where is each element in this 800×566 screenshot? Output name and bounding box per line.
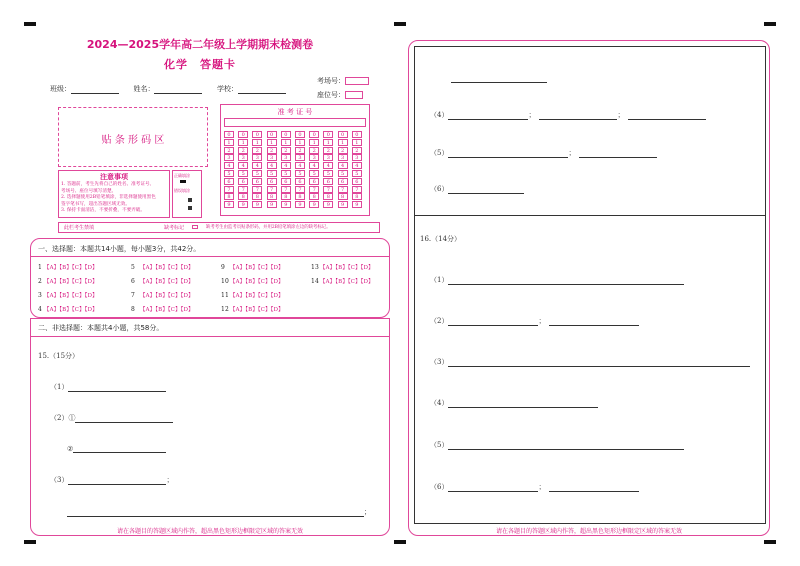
exam-number-bubble[interactable]: 1 xyxy=(338,139,348,146)
exam-number-bubble[interactable]: 0 xyxy=(323,131,333,138)
filled-bubble-icon xyxy=(180,180,186,183)
q16-part6-field-b[interactable] xyxy=(549,483,639,492)
mc-question[interactable] xyxy=(38,263,98,271)
mc-number: 10 xyxy=(221,278,230,285)
mc-question[interactable] xyxy=(221,263,284,271)
q15-part3-field[interactable] xyxy=(68,476,166,485)
semicolon: ； xyxy=(538,317,546,325)
exam-number-bubble[interactable]: 9 xyxy=(352,201,362,208)
exam-number-bubble[interactable]: 2 xyxy=(323,147,333,154)
exam-number-bubble[interactable]: 0 xyxy=(281,131,291,138)
q15-part5-field-b[interactable] xyxy=(579,149,657,158)
mc-number: 9 xyxy=(221,264,226,271)
exam-number-column xyxy=(295,131,306,209)
mc-options[interactable]: 【A】【B】【C】【D】 xyxy=(140,265,194,271)
mc-number: 12 xyxy=(221,306,230,313)
section2-heading: 二、非选择题：本题共4小题，共58分。 xyxy=(38,324,164,332)
mc-question[interactable] xyxy=(131,305,194,313)
q16-part2 xyxy=(430,316,639,326)
exam-number-bubble[interactable]: 7 xyxy=(352,186,362,193)
absent-mark-box[interactable] xyxy=(192,225,198,229)
exam-number-bubble[interactable]: 5 xyxy=(238,170,248,177)
exam-number-column xyxy=(267,131,278,209)
q15-part2-label: （2）① xyxy=(50,414,76,422)
exam-number-write-row[interactable] xyxy=(224,118,366,127)
exam-number-bubble[interactable]: 5 xyxy=(281,170,291,177)
exam-number-bubble[interactable]: 7 xyxy=(309,186,319,193)
exam-number-bubble[interactable]: 8 xyxy=(238,193,248,200)
exam-number-column xyxy=(281,131,292,209)
mc-options[interactable]: 【A】【B】【C】【D】 xyxy=(320,265,374,271)
q15-part6-label: （6） xyxy=(430,185,449,193)
q16-part1 xyxy=(430,275,684,285)
exam-number-bubble[interactable]: 7 xyxy=(281,186,291,193)
exam-number-bubble[interactable]: 4 xyxy=(323,162,333,169)
q15-part3-semicolon-2: ； xyxy=(364,508,371,516)
exam-number-bubble[interactable]: 6 xyxy=(295,178,305,185)
exam-number-bubble[interactable]: 9 xyxy=(338,201,348,208)
mc-number: 14 xyxy=(311,278,320,285)
q15-label: 15.（15分） xyxy=(38,352,80,360)
q16-part4-label: （4） xyxy=(430,399,449,407)
q15-cont-line xyxy=(451,74,547,83)
mc-question[interactable] xyxy=(131,263,194,271)
exam-number-bubble[interactable]: 3 xyxy=(252,154,262,161)
mc-question[interactable] xyxy=(38,291,98,299)
exam-number-bubble[interactable]: 1 xyxy=(323,139,333,146)
exam-number-bubble[interactable]: 6 xyxy=(323,178,333,185)
exam-number-column xyxy=(338,131,349,209)
exam-number-bubble[interactable]: 0 xyxy=(338,131,348,138)
q16-part5-field[interactable] xyxy=(448,441,684,450)
q16-part3-field[interactable] xyxy=(448,358,750,367)
exam-number-bubble[interactable]: 3 xyxy=(281,154,291,161)
mc-options[interactable]: 【A】【B】【C】【D】 xyxy=(140,293,194,299)
q15-part4-label: （4） xyxy=(430,111,449,119)
exam-number-bubble[interactable]: 2 xyxy=(267,147,277,154)
mc-number: 13 xyxy=(311,264,320,271)
semicolon: ； xyxy=(528,111,536,119)
name-label: 姓名： xyxy=(133,85,155,93)
q16-part1-label: （1） xyxy=(430,276,449,284)
mc-options[interactable]: 【A】【B】【C】【D】 xyxy=(230,279,284,285)
exam-number-bubble[interactable]: 1 xyxy=(309,139,319,146)
mc-options[interactable]: 【A】【B】【C】【D】 xyxy=(140,279,194,285)
exam-number-bubble[interactable]: 1 xyxy=(252,139,262,146)
q15-part5-label: （5） xyxy=(430,149,449,157)
class-field[interactable] xyxy=(71,85,119,94)
alignment-mark xyxy=(24,540,36,544)
mc-options[interactable]: 【A】【B】【C】【D】 xyxy=(230,293,284,299)
mc-number: 7 xyxy=(131,292,136,299)
notes-body xyxy=(61,182,171,215)
semicolon: ； xyxy=(538,483,546,491)
exam-number-bubble[interactable]: 5 xyxy=(323,170,333,177)
footer-note-left: 请在各题目的答题区域内作答，超出黑色矩形边框限定区域的答案无效 xyxy=(116,528,303,535)
exam-number-bubble[interactable]: 3 xyxy=(352,154,362,161)
exam-number-bubble[interactable]: 8 xyxy=(295,193,305,200)
q16-part2-field-a[interactable] xyxy=(448,317,538,326)
mc-question[interactable] xyxy=(311,263,374,271)
note-line: 签字笔书写，超出答题区域无效。 xyxy=(61,201,130,207)
exam-number-bubble[interactable]: 6 xyxy=(352,178,362,185)
exam-number-bubble[interactable]: 9 xyxy=(323,201,333,208)
exam-number-label: 准 考 证 号 xyxy=(277,108,313,116)
mc-options[interactable]: 【A】【B】【C】【D】 xyxy=(44,307,98,313)
exam-number-column xyxy=(238,131,249,209)
section1-divider xyxy=(30,256,390,257)
exam-number-bubble[interactable]: 0 xyxy=(352,131,362,138)
q15-part3-line2 xyxy=(67,507,371,517)
right-inner-bottom xyxy=(414,216,766,524)
exam-number-bubble[interactable]: 0 xyxy=(238,131,248,138)
exam-number-bubble[interactable]: 8 xyxy=(309,193,319,200)
exam-number-bubble[interactable]: 0 xyxy=(224,131,234,138)
page-title: 2024—2025学年高二年级上学期期末检测卷 xyxy=(86,38,314,51)
exam-number-bubble[interactable]: 7 xyxy=(238,186,248,193)
exam-number-bubble[interactable]: 0 xyxy=(309,131,319,138)
exam-room-field[interactable] xyxy=(317,76,369,86)
exam-number-bubble[interactable]: 8 xyxy=(281,193,291,200)
exam-number-bubble[interactable]: 8 xyxy=(352,193,362,200)
exam-number-bubble[interactable]: 2 xyxy=(224,147,234,154)
mc-question[interactable] xyxy=(131,277,194,285)
exam-number-bubble[interactable]: 7 xyxy=(252,186,262,193)
exam-number-bubble[interactable]: 2 xyxy=(238,147,248,154)
exam-number-bubble[interactable]: 1 xyxy=(267,139,277,146)
exam-number-bubble[interactable]: 6 xyxy=(224,178,234,185)
mc-options[interactable]: 【A】【B】【C】【D】 xyxy=(44,265,98,271)
alignment-mark xyxy=(24,22,36,26)
exam-number-bubble[interactable]: 5 xyxy=(224,170,234,177)
absent-note: 缺考考生由监考员贴条形码，并用2B铅笔填涂左边的缺考标记。 xyxy=(206,225,331,230)
exam-number-bubble[interactable]: 5 xyxy=(267,170,277,177)
fill-example-correct: 正确填涂 xyxy=(174,173,190,178)
alignment-mark xyxy=(394,22,406,26)
exam-number-bubble[interactable]: 4 xyxy=(252,162,262,169)
q15-part3-field-2[interactable] xyxy=(67,508,364,517)
note-line: 考场号、座位号填写清楚。 xyxy=(61,188,117,194)
alignment-mark xyxy=(764,22,776,26)
q15-part4-field-a[interactable] xyxy=(448,111,528,120)
note-line: 2. 选择题使用2B铅笔填涂，非选择题使用黑色 xyxy=(61,195,156,200)
exam-number-bubble[interactable]: 4 xyxy=(267,162,277,169)
mc-number: 1 xyxy=(38,264,43,271)
note-line: 3. 保持卡面清洁，不要折叠，不要弄破。 xyxy=(61,208,145,213)
exam-number-column xyxy=(352,131,363,209)
school-label: 学校： xyxy=(216,85,238,93)
exam-number-column xyxy=(252,131,263,209)
q15-part4-field-c[interactable] xyxy=(628,111,706,120)
seat-field[interactable] xyxy=(317,90,363,100)
exam-number-bubble[interactable]: 9 xyxy=(238,201,248,208)
mc-options[interactable]: 【A】【B】【C】【D】 xyxy=(44,293,98,299)
exam-number-column xyxy=(224,131,235,209)
alignment-mark xyxy=(764,540,776,544)
exam-number-bubble[interactable]: 9 xyxy=(309,201,319,208)
q15-part2 xyxy=(50,413,173,423)
exam-number-bubble[interactable]: 6 xyxy=(252,178,262,185)
exam-number-bubble[interactable]: 4 xyxy=(309,162,319,169)
exam-number-bubble[interactable]: 8 xyxy=(338,193,348,200)
exam-number-bubble[interactable]: 5 xyxy=(252,170,262,177)
q15-part2b xyxy=(67,444,166,453)
q16-part1-field[interactable] xyxy=(448,276,684,285)
exam-number-bubble[interactable]: 1 xyxy=(238,139,248,146)
wrong-bubble-icon xyxy=(188,206,192,210)
exam-number-bubble[interactable]: 5 xyxy=(295,170,305,177)
mc-options[interactable]: 【A】【B】【C】【D】 xyxy=(230,265,284,271)
section2-divider xyxy=(30,336,390,337)
footer-note-right: 请在各题目的答题区域内作答，超出黑色矩形边框限定区域的答案无效 xyxy=(495,528,682,535)
mc-number: 4 xyxy=(38,306,43,313)
exam-number-column xyxy=(309,131,320,209)
q15-part5 xyxy=(430,148,657,158)
exam-room-boxes xyxy=(345,77,369,85)
exam-number-bubble[interactable]: 7 xyxy=(295,186,305,193)
student-info-row xyxy=(50,84,286,94)
section2-box xyxy=(30,318,390,536)
q15-part1-label: （1） xyxy=(50,383,69,391)
exam-number-bubble[interactable]: 8 xyxy=(323,193,333,200)
name-field[interactable] xyxy=(154,85,202,94)
exam-number-column xyxy=(323,131,334,209)
q15-part4 xyxy=(430,110,706,120)
q15-part2-field[interactable] xyxy=(75,414,173,423)
exam-number-bubble[interactable]: 9 xyxy=(295,201,305,208)
mc-options[interactable]: 【A】【B】【C】【D】 xyxy=(230,307,284,313)
mc-number: 6 xyxy=(131,278,136,285)
mc-number: 3 xyxy=(38,292,43,299)
wrong-bubble-icon xyxy=(188,198,192,202)
exam-number-bubble[interactable]: 9 xyxy=(281,201,291,208)
mc-question[interactable] xyxy=(221,291,284,299)
q16-part6-field-a[interactable] xyxy=(448,483,538,492)
seat-boxes xyxy=(345,91,363,99)
exam-number-bubble[interactable]: 3 xyxy=(338,154,348,161)
mc-question[interactable] xyxy=(38,305,98,313)
q16-part6 xyxy=(430,482,639,492)
exam-number-bubble[interactable]: 9 xyxy=(224,201,234,208)
mc-question[interactable] xyxy=(311,277,374,285)
exam-number-bubble[interactable]: 5 xyxy=(338,170,348,177)
q16-label: 16.（14分） xyxy=(420,235,462,243)
exam-number-bubble[interactable]: 3 xyxy=(309,154,319,161)
q16-part4-field[interactable] xyxy=(448,399,598,408)
exam-number-bubble[interactable]: 6 xyxy=(338,178,348,185)
q15-part3-label: （3） xyxy=(50,476,69,484)
q15-part2b-label: ② xyxy=(67,445,74,453)
mc-question[interactable] xyxy=(38,277,98,285)
exam-number-bubble[interactable]: 3 xyxy=(295,154,305,161)
q15-part4-field-b[interactable] xyxy=(539,111,617,120)
exam-number-bubble[interactable]: 5 xyxy=(352,170,362,177)
exam-number-bubble[interactable]: 4 xyxy=(295,162,305,169)
mc-options[interactable]: 【A】【B】【C】【D】 xyxy=(320,279,374,285)
exam-number-bubble[interactable]: 6 xyxy=(309,178,319,185)
exam-number-bubble[interactable]: 2 xyxy=(352,147,362,154)
exam-number-bubble[interactable]: 3 xyxy=(323,154,333,161)
note-line: 1. 答题前，考生先将自己的姓名、准考证号、 xyxy=(61,182,155,187)
mc-number: 5 xyxy=(131,264,136,271)
q16-part3 xyxy=(430,357,750,367)
exam-number-bubble[interactable]: 0 xyxy=(267,131,277,138)
exam-room-label: 考场号： xyxy=(317,77,345,85)
q16-part6-label: （6） xyxy=(430,483,449,491)
mc-number: 8 xyxy=(131,306,136,313)
seat-label: 座位号： xyxy=(317,91,345,99)
exam-number-bubble[interactable]: 3 xyxy=(267,154,277,161)
mc-number: 11 xyxy=(221,292,230,299)
exam-number-bubble[interactable]: 4 xyxy=(224,162,234,169)
exam-number-bubble[interactable]: 7 xyxy=(323,186,333,193)
exam-number-bubble[interactable]: 4 xyxy=(338,162,348,169)
absent-label: 此栏考生禁填 xyxy=(64,225,95,231)
exam-number-bubble[interactable]: 6 xyxy=(238,178,248,185)
mc-question[interactable] xyxy=(221,277,284,285)
exam-number-bubble[interactable]: 4 xyxy=(352,162,362,169)
class-label: 班级： xyxy=(50,85,71,93)
semicolon: ； xyxy=(617,111,625,119)
barcode-label: 贴 条 形 码 区 xyxy=(101,135,165,146)
exam-number-bubble[interactable]: 1 xyxy=(295,139,305,146)
school-field[interactable] xyxy=(238,85,286,94)
q15-part2b-field[interactable] xyxy=(73,444,166,453)
exam-number-bubble[interactable]: 2 xyxy=(338,147,348,154)
alignment-mark xyxy=(394,540,406,544)
q15-part5-field-a[interactable] xyxy=(448,149,568,158)
q15-part6 xyxy=(430,184,524,194)
page-subtitle: 化学 答题卡 xyxy=(164,58,236,71)
mc-options[interactable]: 【A】【B】【C】【D】 xyxy=(140,307,194,313)
absent-mark-label: 缺考标记 xyxy=(164,225,185,231)
exam-number-bubble[interactable]: 3 xyxy=(238,154,248,161)
exam-number-bubble[interactable]: 8 xyxy=(252,193,262,200)
exam-number-bubble[interactable]: 9 xyxy=(267,201,277,208)
exam-number-bubble[interactable]: 1 xyxy=(352,139,362,146)
mc-question[interactable] xyxy=(131,291,194,299)
exam-number-bubble[interactable]: 2 xyxy=(309,147,319,154)
q16-part4 xyxy=(430,398,598,408)
q16-part5-label: （5） xyxy=(430,441,449,449)
exam-number-bubble[interactable]: 4 xyxy=(281,162,291,169)
mc-options[interactable]: 【A】【B】【C】【D】 xyxy=(44,279,98,285)
mc-number: 2 xyxy=(38,278,43,285)
exam-number-bubble[interactable]: 1 xyxy=(281,139,291,146)
fill-example-wrong: 错误填涂 xyxy=(174,188,190,193)
exam-number-bubble[interactable]: 7 xyxy=(338,186,348,193)
exam-number-bubble[interactable]: 7 xyxy=(267,186,277,193)
q16-part2-field-b[interactable] xyxy=(549,317,639,326)
q15-part1 xyxy=(50,382,166,392)
q16-part3-label: （3） xyxy=(430,358,449,366)
exam-number-bubble[interactable]: 0 xyxy=(252,131,262,138)
semicolon: ； xyxy=(568,149,576,157)
q16-part2-label: （2） xyxy=(430,317,449,325)
exam-number-bubble[interactable]: 8 xyxy=(267,193,277,200)
exam-number-bubble[interactable]: 2 xyxy=(281,147,291,154)
q15-cont-field[interactable] xyxy=(451,74,547,83)
exam-number-bubble[interactable]: 2 xyxy=(252,147,262,154)
section1-heading: 一、选择题：本题共14小题，每小题3分，共42分。 xyxy=(38,245,201,253)
exam-number-bubble[interactable]: 0 xyxy=(295,131,305,138)
exam-number-bubble[interactable]: 1 xyxy=(224,139,234,146)
exam-number-bubble[interactable]: 2 xyxy=(295,147,305,154)
mc-question[interactable] xyxy=(221,305,284,313)
exam-number-bubble[interactable]: 9 xyxy=(252,201,262,208)
exam-number-bubble[interactable]: 7 xyxy=(224,186,234,193)
q15-part6-field[interactable] xyxy=(448,185,524,194)
exam-number-bubble[interactable]: 8 xyxy=(224,193,234,200)
exam-number-bubble[interactable]: 3 xyxy=(224,154,234,161)
exam-number-bubble[interactable]: 6 xyxy=(281,178,291,185)
exam-number-bubble[interactable]: 5 xyxy=(309,170,319,177)
exam-number-bubble[interactable]: 6 xyxy=(267,178,277,185)
q16-part5 xyxy=(430,440,684,450)
notes-title: 注意事项 xyxy=(100,172,128,181)
q15-part1-field[interactable] xyxy=(68,383,166,392)
exam-number-bubble[interactable]: 4 xyxy=(238,162,248,169)
q15-part3 xyxy=(50,475,173,485)
q15-part3-semicolon: ； xyxy=(166,476,174,484)
